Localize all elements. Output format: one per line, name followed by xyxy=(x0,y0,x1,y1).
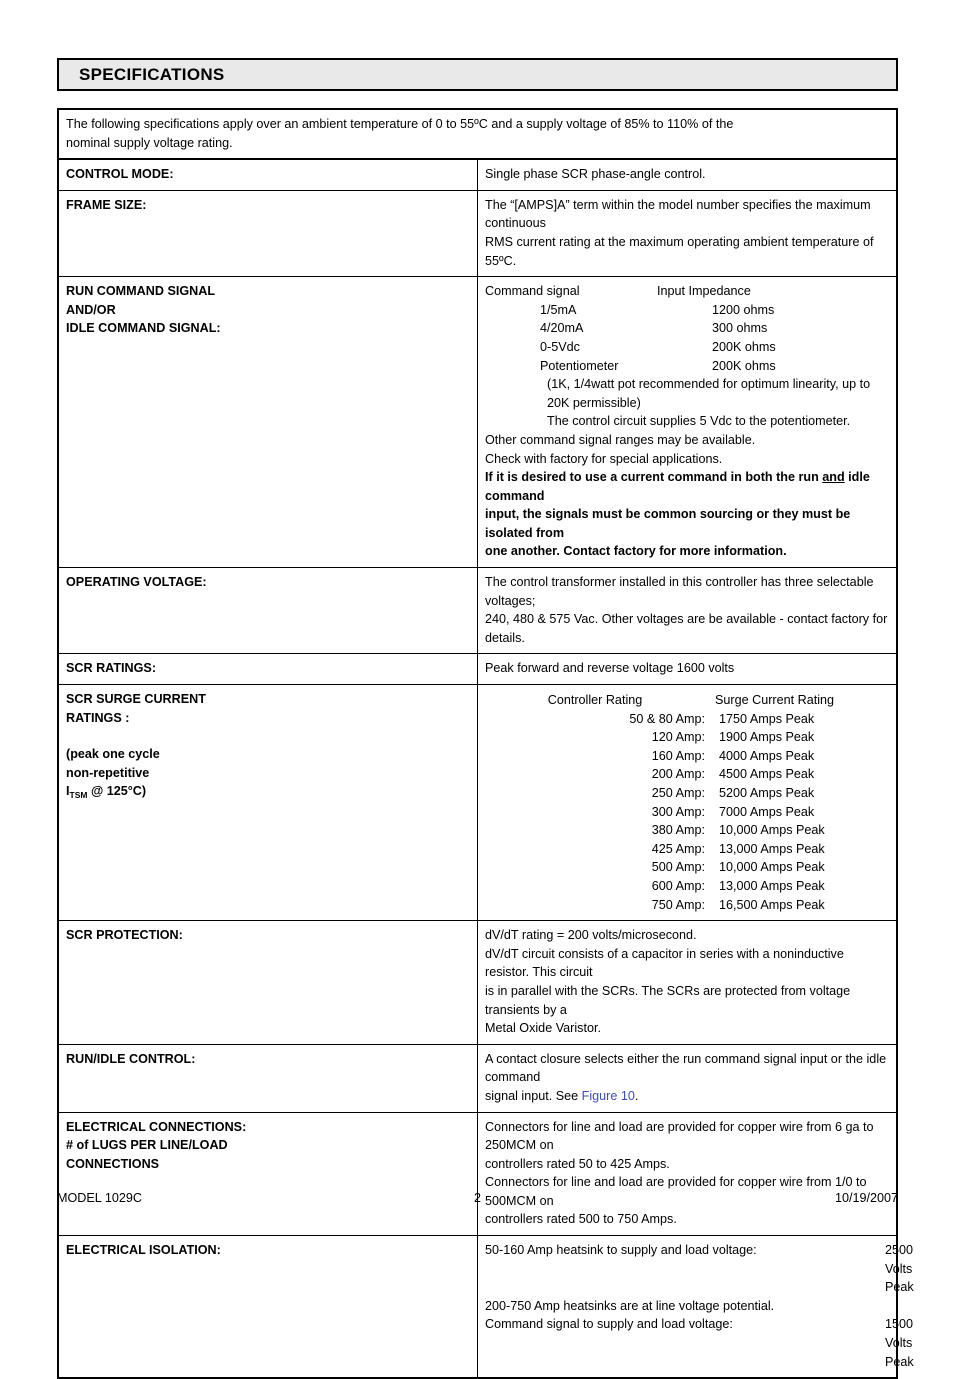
surge-controller-rating: 600 Amp: xyxy=(651,878,705,893)
row-value-run-idle-control xyxy=(478,1044,898,1112)
run-command-note-1: (1K, 1/4watt pot recommended for optimum linearity, up to 20K permissible) xyxy=(547,377,871,410)
row-label-scr-ratings: SCR RATINGS: xyxy=(58,654,478,685)
operating-voltage-line-1: The control transformer installed in this controller has three selectable voltages; xyxy=(485,575,874,608)
bold-text-b: idle command xyxy=(485,470,870,503)
electrical-connections-label-line-1: ELECTRICAL CONNECTIONS: xyxy=(66,1119,247,1134)
run-idle-period: . xyxy=(634,1088,639,1103)
command-signal-name: Potentiometer xyxy=(540,358,619,373)
command-signal-impedance: 300 ohms xyxy=(712,321,768,336)
specifications-table xyxy=(57,108,914,1379)
control-mode-text: Single phase SCR phase-angle control. xyxy=(485,167,706,182)
run-command-bold-line-3: one another. Contact factory for more information. xyxy=(485,544,787,559)
footer-date: 10/19/2007 xyxy=(834,1191,898,1205)
command-signal-header-row xyxy=(485,282,889,301)
row-value-control-mode xyxy=(478,159,898,190)
row-label-electrical-isolation: ELECTRICAL ISOLATION: xyxy=(58,1236,478,1379)
row-value-electrical-isolation xyxy=(478,1236,914,1379)
row-label-electrical-connections xyxy=(58,1112,478,1236)
command-signal-row xyxy=(485,338,889,357)
surge-label-line-2: RATINGS : xyxy=(66,710,130,725)
surge-table-row xyxy=(485,896,889,915)
isolation-row xyxy=(485,1241,914,1297)
surge-header-controller: Controller Rating xyxy=(547,693,643,708)
command-signal-row xyxy=(485,319,889,338)
surge-table-row xyxy=(485,877,889,896)
itsm-temperature: @ 125°C) xyxy=(87,784,147,799)
operating-voltage-line-2: 240, 480 & 575 Vac. Other voltages are be available - contact factory for details. xyxy=(485,612,888,645)
surge-controller-rating: 380 Amp: xyxy=(651,823,705,838)
row-label-run-idle-control: RUN/IDLE CONTROL: xyxy=(58,1044,478,1112)
surge-current-table xyxy=(485,690,889,914)
isolation-row xyxy=(485,1297,889,1316)
run-command-note-2: The control circuit supplies 5 Vdc to the potentiometer. xyxy=(547,414,851,429)
itsm-subscript: TSM xyxy=(69,790,88,801)
page-title: SPECIFICATIONS xyxy=(79,65,225,84)
table-row-operating-voltage xyxy=(58,568,897,654)
surge-current-rating: 4500 Amps Peak xyxy=(719,767,815,782)
isolation-value: 2500 Volts Peak xyxy=(885,1243,914,1295)
surge-table-row xyxy=(485,858,889,877)
table-row-frame-size xyxy=(58,190,897,276)
electrical-connections-label-line-3: CONNECTIONS xyxy=(66,1156,160,1171)
surge-table-row xyxy=(485,728,889,747)
surge-controller-rating: 750 Amp: xyxy=(651,897,705,912)
surge-label-line-4: non-repetitive xyxy=(66,765,150,780)
footer-model: MODEL 1029C xyxy=(57,1191,142,1205)
command-signal-name: 4/20mA xyxy=(540,321,584,336)
surge-table-row xyxy=(485,765,889,784)
surge-controller-rating: 300 Amp: xyxy=(651,804,705,819)
surge-controller-rating: 50 & 80 Amp: xyxy=(629,711,705,726)
run-command-label-line-3: IDLE COMMAND SIGNAL: xyxy=(66,321,221,336)
surge-controller-rating: 120 Amp: xyxy=(651,730,705,745)
isolation-description: 50-160 Amp heatsink to supply and load voltage: xyxy=(485,1243,757,1258)
table-row-control-mode xyxy=(58,159,897,190)
surge-table-row xyxy=(485,747,889,766)
isolation-description: 200-750 Amp heatsinks are at line voltage potential. xyxy=(485,1298,775,1313)
itsm-symbol: I xyxy=(66,784,70,799)
surge-controller-rating: 500 Amp: xyxy=(651,860,705,875)
surge-label-line-3: (peak one cycle xyxy=(66,747,160,762)
surge-label-spacer xyxy=(66,727,470,745)
isolation-description: Command signal to supply and load voltage: xyxy=(485,1317,733,1332)
bold-text-and: and xyxy=(822,470,845,485)
surge-current-rating: 1900 Amps Peak xyxy=(719,730,815,745)
surge-header-rating: Surge Current Rating xyxy=(715,693,835,708)
scr-protection-line-1: dV/dT rating = 200 volts/microsecond. xyxy=(485,928,697,943)
surge-current-rating: 4000 Amps Peak xyxy=(719,748,815,763)
run-idle-line-1: A contact closure selects either the run command signal input or the idle command xyxy=(485,1051,887,1085)
surge-label-line-5 xyxy=(66,782,470,802)
surge-table-row xyxy=(485,803,889,822)
surge-controller-rating: 200 Amp: xyxy=(651,767,705,782)
intro-line-2: nominal supply voltage rating. xyxy=(66,135,233,150)
row-label-control-mode: CONTROL MODE: xyxy=(58,159,478,190)
row-label-scr-protection: SCR PROTECTION: xyxy=(58,921,478,1045)
surge-current-rating: 10,000 Amps Peak xyxy=(719,823,825,838)
page-footer xyxy=(57,1191,898,1211)
surge-header-row xyxy=(485,691,889,710)
scr-ratings-text: Peak forward and reverse voltage 1600 volts xyxy=(485,661,735,676)
command-signal-header-a: Command signal xyxy=(485,284,580,299)
section-header-bar xyxy=(57,58,898,91)
isolation-row xyxy=(485,1315,914,1371)
row-label-frame-size: FRAME SIZE: xyxy=(58,190,478,276)
surge-current-rating: 1750 Amps Peak xyxy=(719,711,815,726)
surge-current-rating: 7000 Amps Peak xyxy=(719,804,815,819)
table-row-run-idle-control xyxy=(58,1044,897,1112)
frame-size-line-1: The “[AMPS]A” term within the model number specifies the maximum continuous xyxy=(485,197,871,231)
scr-protection-line-2: dV/dT circuit consists of a capacitor in series with a noninductive resistor. This circuit xyxy=(485,946,844,980)
table-row-scr-protection xyxy=(58,921,897,1045)
surge-current-rating: 16,500 Amps Peak xyxy=(719,897,825,912)
footer-page-number: 2 xyxy=(473,1191,481,1205)
run-idle-line-2 xyxy=(485,1087,889,1106)
row-value-electrical-connections xyxy=(478,1112,898,1236)
table-row-scr-surge-current xyxy=(58,685,897,921)
surge-current-rating: 5200 Amps Peak xyxy=(719,786,815,800)
run-idle-see-text: signal input. See xyxy=(485,1088,582,1103)
command-signal-row xyxy=(485,301,889,320)
table-row-electrical-connections xyxy=(58,1112,897,1236)
command-signal-header-b: Input Impedance xyxy=(657,284,751,299)
surge-controller-rating: 425 Amp: xyxy=(651,841,705,856)
command-signal-impedance: 200K ohms xyxy=(712,358,776,373)
row-value-operating-voltage xyxy=(478,568,898,654)
surge-current-rating: 13,000 Amps Peak xyxy=(719,878,825,893)
command-signal-impedance: 1200 ohms xyxy=(712,302,775,317)
frame-size-line-2: RMS current rating at the maximum operating ambient temperature of 55ºC. xyxy=(485,234,874,268)
isolation-value: 1500 Volts Peak xyxy=(885,1317,914,1369)
command-signal-table xyxy=(485,282,889,375)
row-value-scr-surge-current xyxy=(478,685,898,921)
table-row-scr-ratings xyxy=(58,654,897,685)
row-label-scr-surge-current xyxy=(58,685,478,921)
run-command-label-line-2: AND/OR xyxy=(66,302,116,317)
electrical-connections-line-4: controllers rated 500 to 750 Amps. xyxy=(485,1212,677,1227)
table-row-run-command-signal xyxy=(58,277,897,568)
row-value-run-command-signal xyxy=(478,277,898,568)
command-signal-name: 0-5Vdc xyxy=(540,339,580,354)
surge-table-row xyxy=(485,840,889,859)
table-row-intro xyxy=(58,109,897,159)
row-value-scr-protection xyxy=(478,921,898,1045)
surge-controller-rating: 160 Amp: xyxy=(651,748,705,763)
run-command-bold-line-1 xyxy=(485,468,889,505)
intro-cell xyxy=(58,109,897,159)
bold-text-a: If it is desired to use a current command in both the run xyxy=(485,470,823,485)
electrical-connections-line-3: Connectors for line and load are provided for copper wire from 1/0 to 500MCM on xyxy=(485,1175,867,1208)
surge-current-rating: 10,000 Amps Peak xyxy=(719,860,825,875)
isolation-value xyxy=(885,1297,889,1316)
electrical-connections-line-2: controllers rated 50 to 425 Amps. xyxy=(485,1156,670,1171)
scr-protection-line-4: Metal Oxide Varistor. xyxy=(485,1021,601,1036)
table-row-electrical-isolation xyxy=(58,1236,897,1379)
run-command-note-4: Check with factory for special applications. xyxy=(485,451,723,466)
surge-controller-rating: 250 Amp: xyxy=(651,786,705,800)
figure-10-link[interactable]: Figure 10 xyxy=(581,1088,635,1103)
command-signal-impedance: 200K ohms xyxy=(712,339,776,354)
row-value-scr-ratings xyxy=(478,654,898,685)
row-value-frame-size xyxy=(478,190,898,276)
surge-table-row xyxy=(485,710,889,729)
run-command-note-3: Other command signal ranges may be available. xyxy=(485,432,756,447)
run-command-bold-line-2: input, the signals must be common sourcing or they must be isolated from xyxy=(485,507,851,540)
electrical-connections-line-1: Connectors for line and load are provided for copper wire from 6 ga to 250MCM on xyxy=(485,1119,874,1153)
command-signal-name: 1/5mA xyxy=(540,302,577,317)
scr-protection-line-3: is in parallel with the SCRs. The SCRs are protected from voltage transients by a xyxy=(485,983,851,1017)
run-command-label-line-1: RUN COMMAND SIGNAL xyxy=(66,284,216,299)
surge-table-row xyxy=(485,784,889,803)
surge-label-line-1: SCR SURGE CURRENT xyxy=(66,692,206,707)
surge-current-rating: 13,000 Amps Peak xyxy=(719,841,825,856)
row-label-run-command-signal xyxy=(58,277,478,568)
command-signal-row xyxy=(485,357,889,376)
surge-table-row xyxy=(485,821,889,840)
row-label-operating-voltage: OPERATING VOLTAGE: xyxy=(58,568,478,654)
intro-line-1: The following specifications apply over an ambient temperature of 0 to 55ºC and a supply voltage of 85% to 110% of the xyxy=(66,117,734,131)
electrical-connections-label-line-2: # of LUGS PER LINE/LOAD xyxy=(66,1138,228,1153)
